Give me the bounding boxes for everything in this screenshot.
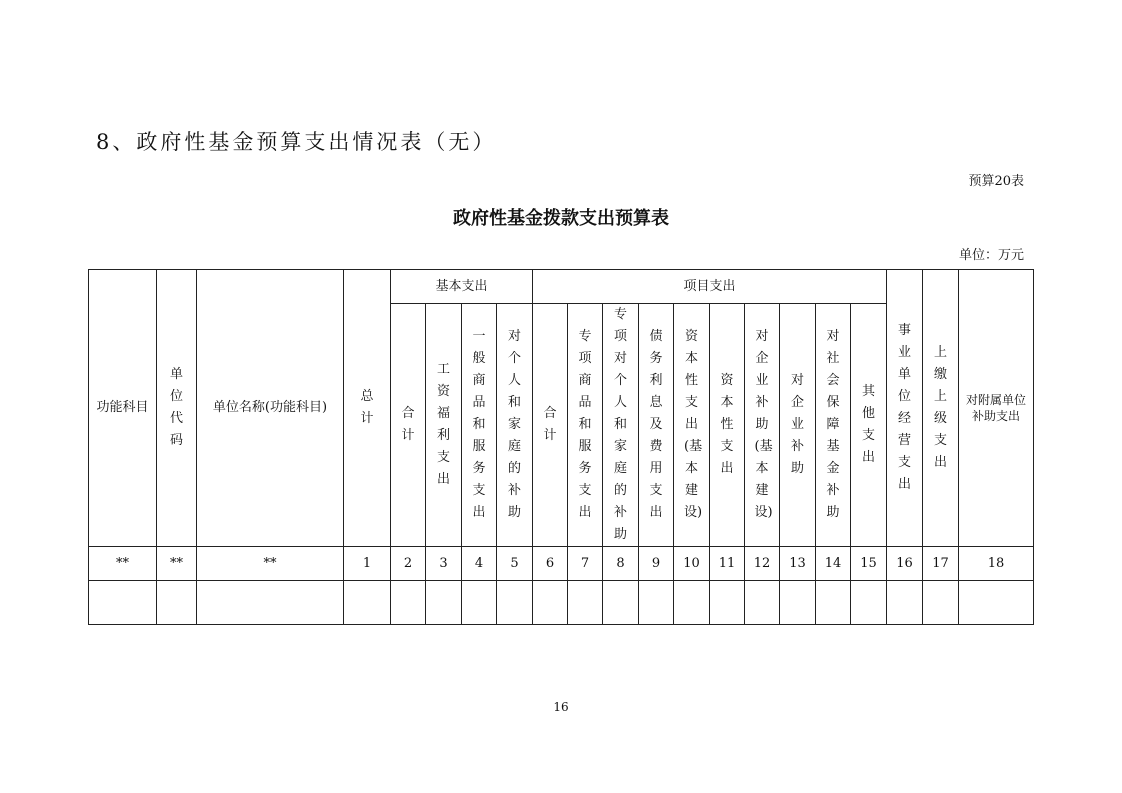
- empty-cell: [745, 581, 780, 625]
- empty-cell: [674, 581, 710, 625]
- index-cell: 13: [780, 547, 816, 581]
- empty-cell: [197, 581, 344, 625]
- empty-cell: [959, 581, 1034, 625]
- page-number: 16: [553, 700, 569, 714]
- header-unit-name: 单位名称(功能科目): [197, 270, 344, 547]
- index-cell: 12: [745, 547, 780, 581]
- empty-cell: [816, 581, 851, 625]
- index-cell: 6: [533, 547, 568, 581]
- empty-data-row: [89, 581, 1034, 625]
- index-cell: 3: [426, 547, 462, 581]
- header-business: 事业单位经营支出: [887, 270, 923, 547]
- index-cell: 15: [851, 547, 887, 581]
- index-cell: **: [197, 547, 344, 581]
- header-project-col: 对社会保障基金补助: [816, 304, 851, 547]
- header-project-col: 专项商品和服务支出: [568, 304, 603, 547]
- header-func-subject: 功能科目: [89, 270, 157, 547]
- index-cell: 7: [568, 547, 603, 581]
- header-basic-group: 基本支出: [391, 270, 533, 304]
- header-project-col: 债务利息及费用支出: [639, 304, 674, 547]
- form-number: 预算20表: [968, 174, 1024, 189]
- index-cell: 8: [603, 547, 639, 581]
- index-cell: 2: [391, 547, 426, 581]
- index-cell: 16: [887, 547, 923, 581]
- empty-cell: [497, 581, 533, 625]
- header-project-col: 专项对个人和家庭的补助: [603, 304, 639, 547]
- header-subsidiary: 对附属单位补助支出: [959, 270, 1034, 547]
- empty-cell: [923, 581, 959, 625]
- empty-cell: [568, 581, 603, 625]
- header-project-col: 资本性支出: [710, 304, 745, 547]
- index-cell: 5: [497, 547, 533, 581]
- empty-cell: [887, 581, 923, 625]
- empty-cell: [780, 581, 816, 625]
- index-cell: 18: [959, 547, 1034, 581]
- index-cell: 14: [816, 547, 851, 581]
- table-title: 政府性基金拨款支出预算表: [453, 208, 669, 229]
- empty-cell: [603, 581, 639, 625]
- index-cell: 4: [462, 547, 497, 581]
- header-basic-col: 对个人和家庭的补助: [497, 304, 533, 547]
- empty-cell: [157, 581, 197, 625]
- index-cell: **: [157, 547, 197, 581]
- header-project-group: 项目支出: [533, 270, 887, 304]
- unit-label: 单位：万元: [958, 248, 1024, 263]
- header-project-col: 资本性支出(基本建设): [674, 304, 710, 547]
- index-cell: 11: [710, 547, 745, 581]
- header-project-col: 其他支出: [851, 304, 887, 547]
- index-cell: 1: [344, 547, 391, 581]
- header-unit-code: 单位代码: [157, 270, 197, 547]
- index-cell: 17: [923, 547, 959, 581]
- header-basic-col: 合计: [391, 304, 426, 547]
- section-heading: 8、政府性基金预算支出情况表（无）: [96, 130, 497, 154]
- empty-cell: [426, 581, 462, 625]
- empty-cell: [639, 581, 674, 625]
- header-project-col: 合计: [533, 304, 568, 547]
- index-row: [89, 547, 1034, 581]
- empty-cell: [462, 581, 497, 625]
- empty-cell: [533, 581, 568, 625]
- budget-table: [88, 269, 1034, 625]
- index-cell: 9: [639, 547, 674, 581]
- header-basic-col: 一般商品和服务支出: [462, 304, 497, 547]
- header-basic-col: 工资福利支出: [426, 304, 462, 547]
- header-total: 总计: [344, 270, 391, 547]
- header-project-col: 对企业补助: [780, 304, 816, 547]
- empty-cell: [344, 581, 391, 625]
- empty-cell: [710, 581, 745, 625]
- header-superior: 上缴上级支出: [923, 270, 959, 547]
- header-project-col: 对企业补助(基本建设): [745, 304, 780, 547]
- empty-cell: [391, 581, 426, 625]
- empty-cell: [89, 581, 157, 625]
- index-cell: 10: [674, 547, 710, 581]
- index-cell: **: [89, 547, 157, 581]
- empty-cell: [851, 581, 887, 625]
